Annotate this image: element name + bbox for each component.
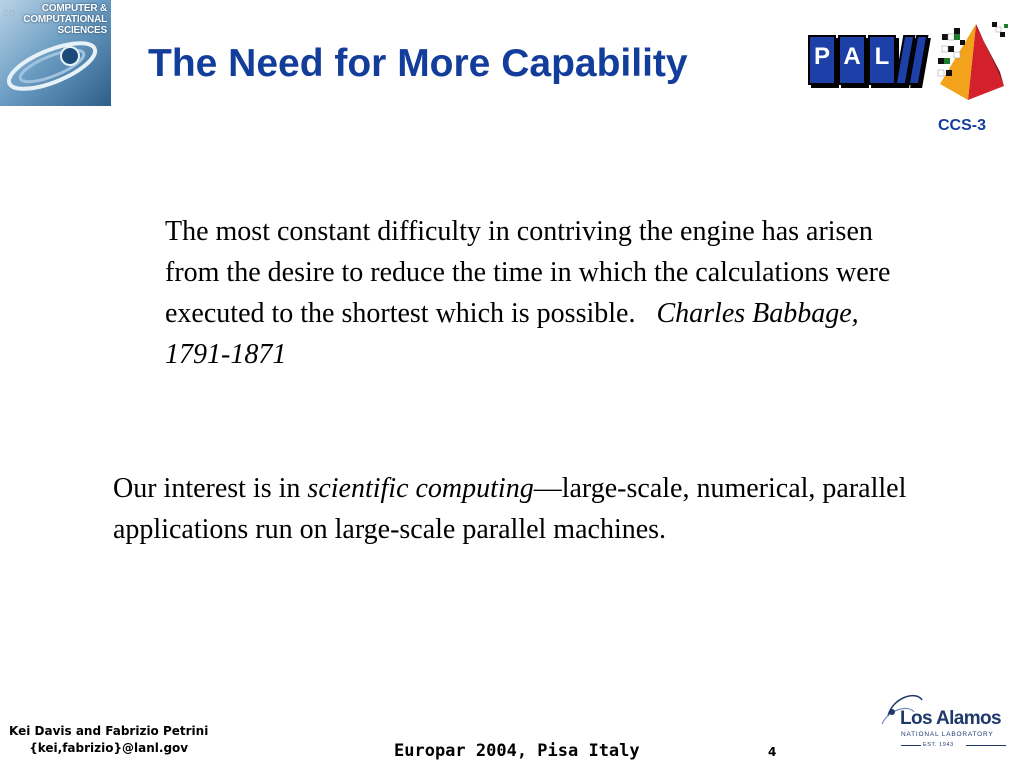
logo-line-1: COMPUTER & [41, 3, 107, 14]
pal-letter-p: P [808, 35, 836, 85]
lanl-logo [878, 688, 1014, 752]
page-number: 4 [768, 745, 777, 759]
interest-emphasis: scientific computing [307, 473, 534, 504]
svg-text:co: co [3, 7, 15, 19]
footer-conference: Europar 2004, Pisa Italy [394, 741, 640, 761]
interest-before: Our interest is in [113, 473, 308, 504]
lanl-subtitle: NATIONAL LABORATORY [901, 731, 994, 738]
lanl-name: Los Alamos [900, 708, 1001, 729]
pal-letter-l: L [868, 35, 896, 85]
interest-after: —large-scale, numerical, parallel applications run on large-scale parallel machines. [113, 473, 907, 545]
lanl-established: EST. 1943 [923, 742, 954, 748]
babbage-quote [165, 211, 925, 375]
footer-authors [9, 723, 208, 757]
pal-logo [806, 32, 928, 92]
logo-line-2: COMPUTATIONAL [23, 14, 107, 25]
logo-line-3: SCIENCES [57, 25, 107, 36]
ccs3-pyramid-icon [934, 14, 1010, 106]
quote-text: The most constant difficulty in contriving the engine has arisen from the desire to reduce the time in which the calculations were executed to the shortest which is possible. [165, 216, 891, 329]
quote-attribution: Charles Babbage, 1791-1871 [165, 298, 859, 370]
ccs-logo [0, 0, 111, 106]
author-emails: {kei,fabrizio}@lanl.gov [29, 741, 189, 755]
interest-paragraph [113, 468, 933, 550]
ccs3-label: CCS-3 [938, 117, 987, 134]
lanl-rule-left [901, 745, 921, 746]
slide-title: The Need for More Capability [148, 42, 688, 85]
author-names: Kei Davis and Fabrizio Petrini [9, 724, 209, 738]
pal-letter-a: A [838, 35, 866, 85]
lanl-rule-right [966, 745, 1006, 746]
